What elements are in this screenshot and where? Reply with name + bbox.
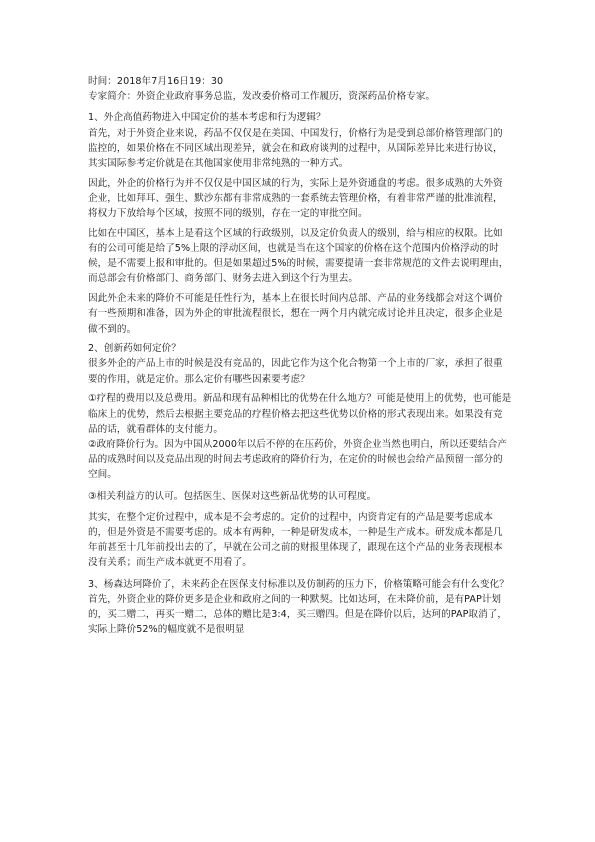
body-paragraph: 首先，外资企业的降价更多是企业和政府之间的一种默契。比如达珂，在未降价前，是有PAP计划的，买二赠二，再买一赠二，总体的赠比是3:4，买三赠四。但是在降价以后，达珂的PAP取消了，实际上降价52%的幅度就不是很明显 [88, 593, 508, 636]
body-paragraph: ①疗程的费用以及总费用。新品和现有品种相比的优势在什么地方？可能是使用上的优势，也可能是临床上的优势，然后去根据主要竞品的疗程价格去把这些优势以价格的形式表现出来。如果没有竞品的话，就看群体的支付能力。 [88, 393, 512, 435]
body-paragraph: 比如在中国区，基本上是看这个区域的行政级别，以及定价负责人的级别，给与相应的权限。比如有的公司可能是给了5%上限的浮动区间，也就是当在这个国家的价格在这个范围内价格浮动的时候，是不需要上报和审批的。但是如果超过5%的时候，需要提请一套非常规范的文件去说明理由，而总部会有价格部门、商务部门、财务去进入到这个行为里去。 [88, 227, 509, 285]
body-paragraph: 因此，外企的价格行为并不仅仅是中国区域的行为，实际上是外资通盘的考虑。很多成熟的大外资企业，比如拜耳、强生、默沙东都有非常成熟的一套系统去管理价格，有着非常严谨的批准流程，将权力下放给每个区域，按照不同的级别，存在一定的审批空间。 [88, 177, 503, 220]
body-paragraph: 其实，在整个定价过程中，成本是不会考虑的。定价的过程中，内资肯定有的产品是要考虑成本的，但是外资是不需要考虑的。成本有两种，一种是研发成本，一种是生产成本。研发成本都是几年前甚至十几年前投出去的了，早就在公司之前的财报里体现了，跟现在这个产品的业务表现根本没有关系；而生产成本就更不用看了。 [88, 511, 503, 569]
body-paragraph: 1、外企高值药物进入中国定价的基本考虑和行为逻辑？ [88, 112, 326, 124]
body-paragraph: 首先，对于外资企业来说，药品不仅仅是在美国、中国发行，价格行为是受到总部价格管理部门的监控的，如果价格在不同区域出现差异，就会在和政府谈判的过程中，从国际差异比来进行协议，其实国际参考定价就是在其他国家使用非常纯熟的一种方式。 [88, 127, 503, 170]
expert-intro: 专家简介：外资企业政府事务总监，发改委价格司工作履历，资深药品价格专家。 [88, 91, 436, 103]
document-body [88, 74, 512, 642]
body-paragraph: ②政府降价行为。因为中国从2000年以后不停的在压药价，外资企业当然也明白，所以还要结合产品的成熟时间以及竞品出现的时间去考虑政府的降价行为，在定价的时候也会给产品预留一部分的空间。 [88, 438, 508, 481]
meeting-time: 时间：2018年7月16日19：30 [88, 76, 224, 87]
body-paragraph: 因此外企未来的降价不可能是任性行为，基本上在很长时间内总部、产品的业务线都会对这个调价有一些预期和准备，因为外企的审批流程很长，想在一两个月内就完成讨论并且决定，很多企业是做不到的。 [88, 293, 503, 335]
body-paragraph: 2、创新药如何定价？ [88, 343, 181, 355]
body-paragraph: 3、杨森达珂降价了，未来药企在医保支付标准以及仿制药的压力下，价格策略可能会有什么变化？ [88, 578, 509, 590]
paragraph-list [88, 110, 512, 637]
body-paragraph: 很多外企的产品上市的时候是没有竞品的，因此它作为这个化合物第一个上市的厂家，承担了很重要的作用，就是定价。那么定价有哪些因素要考虑？ [88, 358, 503, 385]
body-paragraph: ③相关利益方的认可。包括医生、医保对这些新品优势的认可程度。 [88, 490, 377, 502]
